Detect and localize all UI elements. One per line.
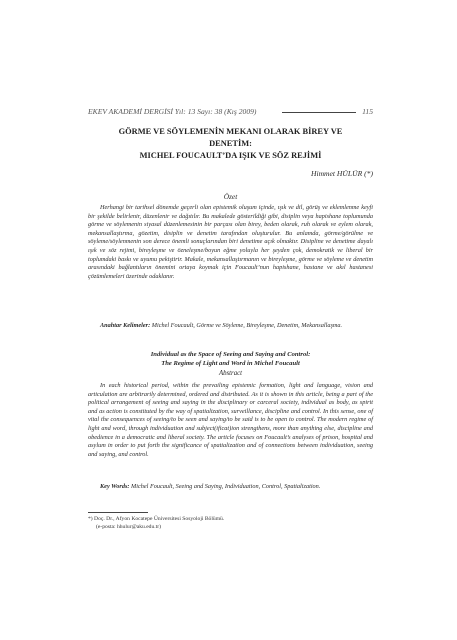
page-number: 115 — [362, 107, 373, 116]
english-title-line-2: The Regime of Light and Word in Michel Foucault — [161, 360, 300, 367]
abstract-body: In each historical period, within the prevailing epistemic formation, light and language, vision and articulation are arbitrarily determined, ordered and distributed. As it is shown in this article, being a part of the political arrangement of seeing and saying in the disciplinary or carceral society, individual as body, as spirit and as action is constituted by the way of spatialization, surveillance, discipline and control. In this sense, one of vital the consequences of seeing/to be seen and saying/to be said is to be open to control. The modern regime of light and word, through individuation and subject(ificat)ion strengthens, more than anything else, discipline and obedience in a democratic and liberal society. The article focuses on Foucault’s analyses of prison, hospital and asylum in order to put forth the significance of spatialization and of connections between individuation, seeing and saying, and control. — [88, 382, 373, 458]
english-keywords — [88, 483, 373, 492]
article-title — [88, 126, 373, 162]
key-words-text: Michel Foucault, Seeing and Saying, Individuation, Control, Spatialization. — [131, 483, 321, 490]
title-line-2: DENETİM: — [209, 139, 252, 148]
ozet-body: Herhangi bir tarihsel dönemde geçerli olan epistemik oluşum içinde, ışık ve dil, görüş ve eklemlenme keyfi bir şekilde belirlenir, düzenlenir ve dağıtılır. Bu makalede gösterildiği gibi, disiplin veya hapishane toplumunda görme ve söylemenin siyasal düzenlemesinin bir parçası olan birey, beden olarak, ruh olarak ve eylem olarak, mekansallaştırma, gözetim, disiplin ve denetim tarafından oluşturulur. Bu anlamda, görme/görülme ve söyleme/söylenmenin son derece önemli sonuçlarından biri denetime açık olmaktır. Disipline ve denetime dayalı ışık ve söz rejimi, bireyleşme ve özneleşme/boyun eğme yoluyla her şeyden çok, demokratik ve liberal bir toplumdaki baskı ve uyumu pekiştirir. Makale, mekansallaştırmanın ve bireyleşme, görme ve söyleme ve denetim arasındaki bağlantıların önemini ortaya koymak için Foucault’nun hapishane, hastane ve akıl hastanesi çözümlemeleri üzerinde odaklanır. — [88, 204, 373, 280]
keywords-label: Anahtar Kelimeler: — [100, 322, 151, 329]
author-name: Himmet HÜLÜR (*) — [310, 169, 373, 178]
abstract-heading: Abstract — [218, 370, 243, 377]
footnote — [88, 516, 224, 531]
title-line-1: GÖRME VE SÖYLEMENİN MEKANI OLARAK BİREY VE — [118, 127, 343, 136]
english-title — [88, 350, 373, 368]
turkish-keywords — [88, 322, 373, 331]
english-title-line-1: Individual as the Space of Seeing and Saying and Control: — [150, 351, 311, 358]
journal-citation: EKEV AKADEMİ DERGİSİ Yıl: 13 Sayı: 38 (Kış 2009) — [88, 107, 257, 116]
title-line-3: MICHEL FOUCAULT’DA IŞIK VE SÖZ REJİMİ — [139, 151, 322, 160]
footnote-line-1: *) Doç. Dr., Afyon Kocatepe Üniversitesi Sosyoloji Bölümü. — [88, 516, 225, 522]
header-rule — [282, 112, 356, 113]
footnote-line-2: (e-posta: hhulur@aku.edu.tr) — [96, 523, 161, 530]
ozet-heading: Özet — [223, 192, 238, 201]
key-words-label: Key Words: — [100, 483, 130, 490]
footnote-rule — [88, 512, 148, 513]
keywords-text: Michel Foucault, Görme ve Söyleme, Bireyleşme, Denetim, Mekansallaşma. — [151, 322, 343, 329]
running-header — [88, 107, 373, 119]
